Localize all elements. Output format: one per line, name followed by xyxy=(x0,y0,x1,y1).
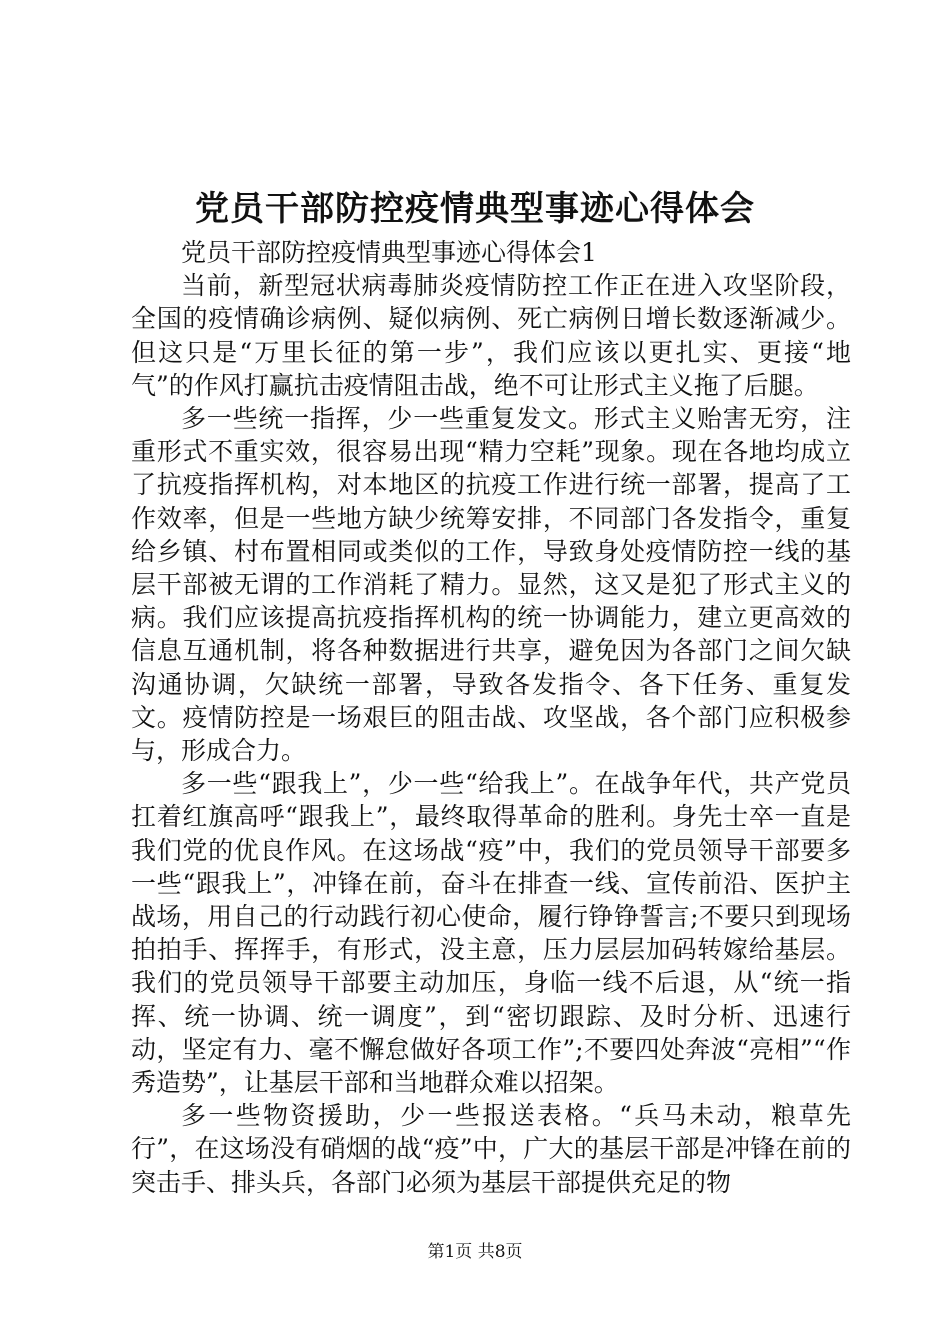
subtitle-paragraph: 党员干部防控疫情典型事迹心得体会1 xyxy=(181,238,597,267)
body-paragraph: 多一些“跟我上”，少一些“给我上”。在战争年代，共产党员扛着红旗高呼“跟我上”，最终取得革命的胜利。身先士卒一直是我们党的优良作风。在这场战“疫”中，我们的党员领导干部要多一些“跟我上”，冲锋在前，奋斗在排查一线、宣传前沿、医护主战场，用自己的行动践行初心使命，履行铮铮誓言;不要只到现场拍拍手、挥挥手，有形式，没主意，压力层层加码转嫁给基层。我们的党员领导干部要主动加压，身临一线不后退，从“统一指挥、统一协调、统一调度”，到“密切跟踪、及时分析、迅速行动，坚定有力、毫不懈怠做好各项工作”;不要四处奔波“亮相”“作秀造势”，让基层干部和当地群众难以招架。 xyxy=(131,769,851,1098)
body-paragraph: 多一些统一指挥，少一些重复发文。形式主义贻害无穷，注重形式不重实效，很容易出现“精力空耗”现象。现在各地均成立了抗疫指挥机构，对本地区的抗疫工作进行统一部署，提高了工作效率，但是一些地方缺少统筹安排，不同部门各发指令，重复给乡镇、村布置相同或类似的工作，导致身处疫情防控一线的基层干部被无谓的工作消耗了精力。显然，这又是犯了形式主义的病。我们应该提高抗疫指挥机构的统一协调能力，建立更高效的信息互通机制，将各种数据进行共享，避免因为各部门之间欠缺沟通协调，欠缺统一部署，导致各发指令、各下任务、重复发文。疫情防控是一场艰巨的阻击战、攻坚战，各个部门应积极参与，形成合力。 xyxy=(131,404,851,766)
document-body xyxy=(131,236,851,1199)
body-paragraph: 多一些物资援助，少一些报送表格。“兵马未动，粮草先行”，在这场没有硝烟的战“疫”中，广大的基层干部是冲锋在前的突击手、排头兵，各部门必须为基层干部提供充足的物 xyxy=(131,1101,851,1197)
page-number-footer: 第1页 共8页 xyxy=(427,1242,523,1262)
body-paragraph: 当前，新型冠状病毒肺炎疫情防控工作正在进入攻坚阶段，全国的疫情确诊病例、疑似病例、死亡病例日增长数逐渐减少。但这只是“万里长征的第一步”，我们应该以更扎实、更接“地气”的作风打赢抗击疫情阻击战，绝不可让形式主义拖了后腿。 xyxy=(131,271,851,400)
document-title: 党员干部防控疫情典型事迹心得体会 xyxy=(195,189,755,229)
